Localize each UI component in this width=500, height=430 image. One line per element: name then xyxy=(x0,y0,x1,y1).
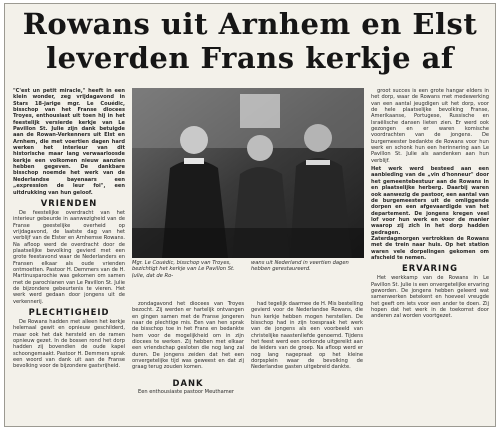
news-photo xyxy=(132,88,364,258)
article-paragraph-bold: Zaterdagmorgen vertrokken de Rowans met de trein naar huis. Op het station waren vele dorpelingen gekomen om afscheid te nemen. xyxy=(371,235,489,261)
article-paragraph: De Rowans hadden met alleen het kerkje helemaal gewit en opnieuw geschilderd, maar ook het dak hersteld en de ramen opnieuw gezet. In de bossen rond het dorp hadden zij bovendien de oude kapel schoongemaakt. Pastoor H. Demmers sprak een woord van dank uit aan de Franse bevolking voor de bijzondere gastvrijheid. xyxy=(13,319,125,370)
article-paragraph: groot succes is een grote hangar elders in het dorp, waar de Rowans met medewerking van een aantal jeugdigen uit het dorp, voor de hele plaatselijke bevolking Franse, Amerikaanse, Portugese, Russische en Israëlische dansen lieten zien. Er werd ook gezongen en er waren komische voordrachten van de jongens. De burgemeester bedankte de Rowans voor hun werk en schonk hun een herinnering aan Le Pavillon St. Julie als aandenken aan hun verblijf. xyxy=(371,88,489,164)
article-column-2-tail xyxy=(132,389,244,425)
article-intro: "C'est un petit miracle," heeft in een klein wonder, zeg vrijdagavond in Stars 18-jarige mgr. Le Couédic, bisschop van het Franse diocees Troyes, enthousiast uit toen hij in het feestelijk versierde kerkje van Le Pavillon St. Julie zijn dank betuigde aan de Rowan-Verkenners uit Elst en Arnhem, die met voertien dagen hard werken het interieur van dit historische maar lang verwaarloosde kerkje een volkomen nieuw aanzien hebben gegeven. De dankbare bisschop noemde het werk van de Nederlandse bayenaars een „expression de leur foi", een uitdrukking van hun geloof. xyxy=(13,88,125,196)
photo-caption-left: Mgr. Le Couédic, bisschop van Troyes, bezichtigt het kerkje van Le Pavillon St. Julie, dat de Ro- xyxy=(132,260,235,279)
headline-line-1: Rowans uit Arnhem en Elst xyxy=(22,7,478,41)
headline-line-2: leverden Frans kerkje af xyxy=(46,41,454,75)
article-column-1 xyxy=(13,88,125,424)
article-paragraph: Een enthousiaste pastoor Meuthamer xyxy=(138,389,234,395)
article-column-3 xyxy=(251,301,363,425)
article-column-4 xyxy=(371,88,489,424)
article-paragraph: Het werkkamp van de Rowans in Le Pavillon St. Julie is een onvergetelijke ervaring geworden. De jongens hebben geleerd wat samenwerken betekent en hoeveel vreugde het geeft om iets voor een ander te doen. Zij hopen dat het werk in de toekomst door anderen zal worden voortgezet. xyxy=(371,275,489,320)
newspaper-clipping xyxy=(4,3,496,427)
subheading-plechtigheid: PLECHTIGHEID xyxy=(28,307,110,317)
article-paragraph: had tegelijk daarmee de H. Mis bestelling gevierd voor de Nederlandse Rowans, die hun kerkje hebben mogen herstellen. De bisschop had in zijn toespraak het werk van de jongens als een voorbeeld van christelijke naastenliefde genoemd. Tijdens het feest werd een oorkonde uitgereikt aan de leiders van de groep. Na afloop werd er nog lang nagepraat op het kleine dorpsplein waar de bevolking de Nederlandse gasten uitgebreid dankte. xyxy=(251,301,363,371)
photo-caption-right: wans uit Nederland in veertien dagen hebben gerestaureerd. xyxy=(251,260,349,273)
article-paragraph: De feestelijke overdracht van het interieur gebeurde in aanwezigheid van de Franse geestelijke overheid op vrijdagavond, de laatste dag van het verblijf van de Elster en Arnhemse Rowans. Na afloop werd de overdracht door de plaatselijke bevolking gevierd met een grote feestavond waar de Nederlanders en Fransen elkaar als oude vrienden ontmoetten. Pastoor H. Demmers van de H. Martinusparochie was gekomen om samen met de parochianen van Le Pavillon St. Julie de bijzondere gebeurtenis te vieren. Het werk werd gedaan door jongens uit de verkennerij. xyxy=(13,209,125,305)
subheading-dank: DANK xyxy=(132,378,244,388)
subheading-ervaring: ERVARING xyxy=(401,263,458,274)
subheading-vrienden: VRIENDEN xyxy=(40,197,98,208)
article-paragraph: zondagavond het diocees van Troyes bezocht. Zij werden er hartelijk ontvangen en gingen samen met de Franse jongeren naar de plechtige mis. Een van hen sprak de bisschop toe in het Frans en bedankte hem voor de mogelijkheid om in zijn diocees te werken. Zij hebben met elkaar een vriendschap gesloten die nog lang zal duren. De jongens zeiden dat het een onvergetelijke tijd was geweest en dat zij graag terug zouden komen. xyxy=(132,301,244,371)
article-paragraph-bold: Het werk werd besteed aan een aanbieding van de „vin d'honneur" door het gemeentebestuur aan de Rowans in en plaatselijke herberg. Daarbij waren ook aanwezig de pastoor, een aantal van de burgemeesters uit de omliggende dorpen en een afgevaardigde van het departement. De jongens kregen veel lof voor hun werk en voor de manier waarop zij zich in het dorp hadden gedragen. xyxy=(371,166,489,236)
